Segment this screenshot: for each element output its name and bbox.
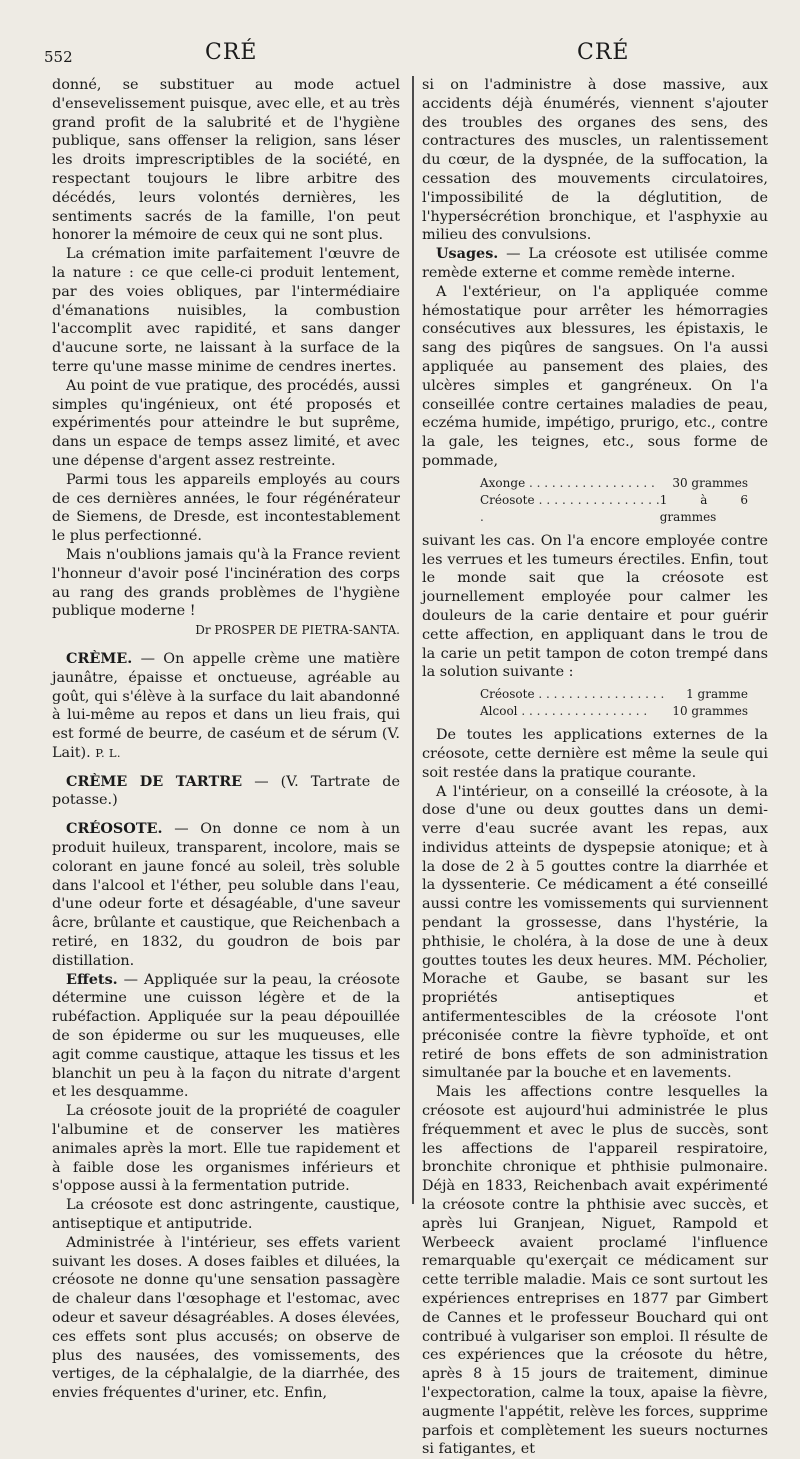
right-column xyxy=(422,76,768,1459)
ingredient-name: Axonge . . . xyxy=(480,475,655,492)
entry-title-creosote: CRÉOSOTE. xyxy=(66,820,163,838)
running-head-left: CRÉ xyxy=(205,40,258,65)
paragraph: La créosote est donc astringente, caustique, antiseptique et antiputride. xyxy=(52,1197,400,1233)
section-title-usages: Usages. xyxy=(436,245,499,263)
author-signature: P. L. xyxy=(95,745,121,760)
paragraph: A l'extérieur, on l'a appliquée comme hémostatique pour arrêter les hémorragies consécutives aux blessures, les épistaxis, le sang des piqûres de sangsues. On l'a aussi appliquée au pansement des plaies, des ulcères simples et gangréneux. On l'a conseillée contre certaines maladies de peau, eczéma humide, impétigo, prurigo, etc., contre la gale, les teignes, etc., sous forme de pommade, xyxy=(422,283,768,469)
entry-creme xyxy=(52,650,400,763)
paragraph: Mais les affections contre lesquelles la créosote est aujourd'hui administrée le plus fréquemment et avec le plus de succès, sont les affections de l'appareil respiratoire, bronchite chronique et phthisie pulmonaire. Déjà en 1833, Reichenbach avait expérimenté la créosote contre la phthisie avec succès, et après lui Granjean, Niguet, Rampold et Werbeeck avaient proclamé l'influence remarquable qu'exerçait ce médicament sur cette terrible maladie. Mais ce sont surtout les expériences entreprises en 1877 par Gimbert de Cannes et le professeur Bouchard qui ont contribué à vulgariser son emploi. Il résulte de ces expériences que la créosote du hêtre, après 8 à 15 jours de traitement, diminue l'expectoration, calme la toux, apaise la fièvre, augmente l'appétit, relève les forces, supprime parfois et complètement les sueurs nocturnes si fatigantes, et xyxy=(422,1084,768,1458)
section-text-effets: — Appliquée sur la peau, la créosote détermine une cuisson légère et de la rubéfaction. Appliquée sur la peau dépouillée de son épiderme ou sur les muqueuses, elle agit comme caustique, attaque les tissus et les blanchit un peu à la façon du nitrate d'argent et les desquamme. xyxy=(52,971,400,1101)
paragraph: Parmi tous les appareils employés au cours de ces dernières années, le four régénérateur de Siemens, de Dresde, est incontestablement le plus perfectionné. xyxy=(52,471,400,545)
entry-creosote xyxy=(52,820,400,970)
section-title-effets: Effets. xyxy=(66,970,118,988)
entry-title-creme-de-tartre: CRÈME DE TARTRE xyxy=(66,772,243,790)
paragraph: Au point de vue pratique, des procédés, aussi simples qu'ingénieux, ont été proposés et expérimentés pour atteindre le but suprême, dans un espace de temps assez limité, et avec une dépense d'argent assez restreinte. xyxy=(52,377,400,469)
paragraph: Mais n'oublions jamais qu'à la France revient l'honneur d'avoir posé l'incinération des corps au rang des grands problèmes de l'hygiène publique moderne ! xyxy=(52,546,400,620)
paragraph: De toutes les applications externes de la créosote, cette dernière est même la seule qui soit restée dans la pratique courante. xyxy=(422,727,768,781)
paragraph: La créosote jouit de la propriété de coaguler l'albumine et de conserver les matières animales après la mort. Elle tue rapidement et à faible dose les organismes inférieurs et s'oppose aussi à la fermentation putride. xyxy=(52,1103,400,1195)
recipe-pommade xyxy=(480,475,748,526)
running-head-right: CRÉ xyxy=(577,40,630,65)
entry-creme-de-tartre xyxy=(52,773,400,811)
section-usages xyxy=(422,245,768,283)
page-header xyxy=(0,36,800,70)
section-effets xyxy=(52,971,400,1103)
paragraph: suivant les cas. On l'a encore employée contre les verrues et les tumeurs érectiles. Enfin, tout le monde sait que la créosote est journellement employée pour calmer les douleurs de la carie dentaire et pour guérir cette affection, en appliquant dans le trou de la carie un petit tampon de coton trempé dans la solution suivante : xyxy=(422,532,768,681)
page-number: 552 xyxy=(44,48,73,66)
recipe-row xyxy=(480,703,748,720)
ingredient-name: Créosote . . . xyxy=(480,492,660,526)
paragraph: si on l'administre à dose massive, aux accidents déjà énumérés, viennent s'ajouter des troubles des organes des sens, des contractures des muscles, un ralentissement du cœur, de la dyspnée, de la suffocation, la cessation des mouvements circulatoires, l'impossibilité de la déglutition, de l'hypersécrétion bronchique, et l'asphyxie au milieu des convulsions. xyxy=(422,77,768,244)
recipe-solution xyxy=(480,686,748,720)
paragraph: La crémation imite parfaitement l'œuvre de la nature : ce que celle-ci produit lentement, par des voies obliques, par l'intermédiaire d'émanations nuisibles, la combustion l'accomplit avec rapidité, et sans danger d'aucune sorte, ne laissant à la surface de la terre qu'une masse minime de cendres inertes. xyxy=(52,246,400,375)
paragraph: donné, se substituer au mode actuel d'ensevelissement puisque, avec elle, et au très grand profit de la salubrité et de l'hygiène publique, sans offenser la religion, sans léser les droits imprescriptibles de la société, en respectant toujours le libre arbitre des décédés, leurs volontés dernières, les sentiments sacrés de la famille, l'on peut honorer la mémoire de ceux qui ne sont plus. xyxy=(52,77,400,244)
entry-title-creme: CRÈME. xyxy=(66,649,133,667)
author-signature: Dr PROSPER DE PIETRA-SANTA. xyxy=(195,623,400,638)
entry-text-creme: — On appelle crème une matière jaunâtre, épaisse et onctueuse, agréable au goût, qui s'élève à la surface du lait abandonné à lui-même au repos et dans un lieu frais, qui est formé de beurre, de caséum et de sérum (V. Lait). xyxy=(52,650,400,761)
recipe-row xyxy=(480,686,748,703)
ingredient-name: Créosote . . . xyxy=(480,686,664,703)
entry-text-creosote: — On donne ce nom à un produit huileux, transparent, incolore, mais se colorant en jaune foncé au soleil, très soluble dans l'alcool et l'éther, peu soluble dans l'eau, d'une odeur forte et désagéable, d'une saveur âcre, brûlante et caustique, que Reichenbach a retiré, en 1832, du goudron de bois par distillation. xyxy=(52,821,400,969)
paragraph: Administrée à l'intérieur, ses effets varient suivant les doses. A doses faibles et diluées, la créosote ne donne qu'une sensation passagère de chaleur dans l'œsophage et l'estomac, avec odeur et saveur désagréables. A doses élevées, ces effets sont plus accusés; on observe de plus des nausées, des vomissements, des vertiges, de la céphalalgie, de la diarrhée, des envies fréquentes d'uriner, etc. Enfin, xyxy=(52,1234,400,1402)
left-column xyxy=(52,76,400,1403)
recipe-row xyxy=(480,492,748,526)
ingredient-quantity: 10 grammes xyxy=(672,704,748,719)
ingredient-quantity: 30 grammes xyxy=(672,475,748,490)
section-text-usages: — La créosote est utilisée comme remède externe et comme remède interne. xyxy=(422,246,768,281)
entry-text-creme-de-tartre: — (V. Tartrate de potasse.) xyxy=(52,773,400,809)
paragraph: A l'intérieur, on a conseillé la créosote, à la dose d'une ou deux gouttes dans un demi-verre d'eau sucrée avant les repas, aux individus atteints de dyspepsie atonique; et à la dose de 2 à 5 gouttes contre la diarrhée et la dyssenterie. Ce médicament a été conseillé aussi contre les vomissements qui surviennent pendant la grossesse, dans l'hystérie, la phthisie, le choléra, à la dose de une à deux gouttes toutes les deux heures. MM. Pécholier, Morache et Gaube, se basant sur les propriétés antiseptiques et antifermentescibles de la créosote l'ont préconisée contre la fièvre typhoïde, et ont retiré de bons effets de son administration simultanée par la bouche et en lavements. xyxy=(422,783,768,1082)
column-divider xyxy=(412,76,414,1204)
ingredient-quantity: 1 gramme xyxy=(686,687,748,702)
ingredient-quantity: 1 à 6 grammes xyxy=(659,492,748,524)
ingredient-name: Alcool . . . xyxy=(480,703,647,720)
recipe-row xyxy=(480,475,748,492)
